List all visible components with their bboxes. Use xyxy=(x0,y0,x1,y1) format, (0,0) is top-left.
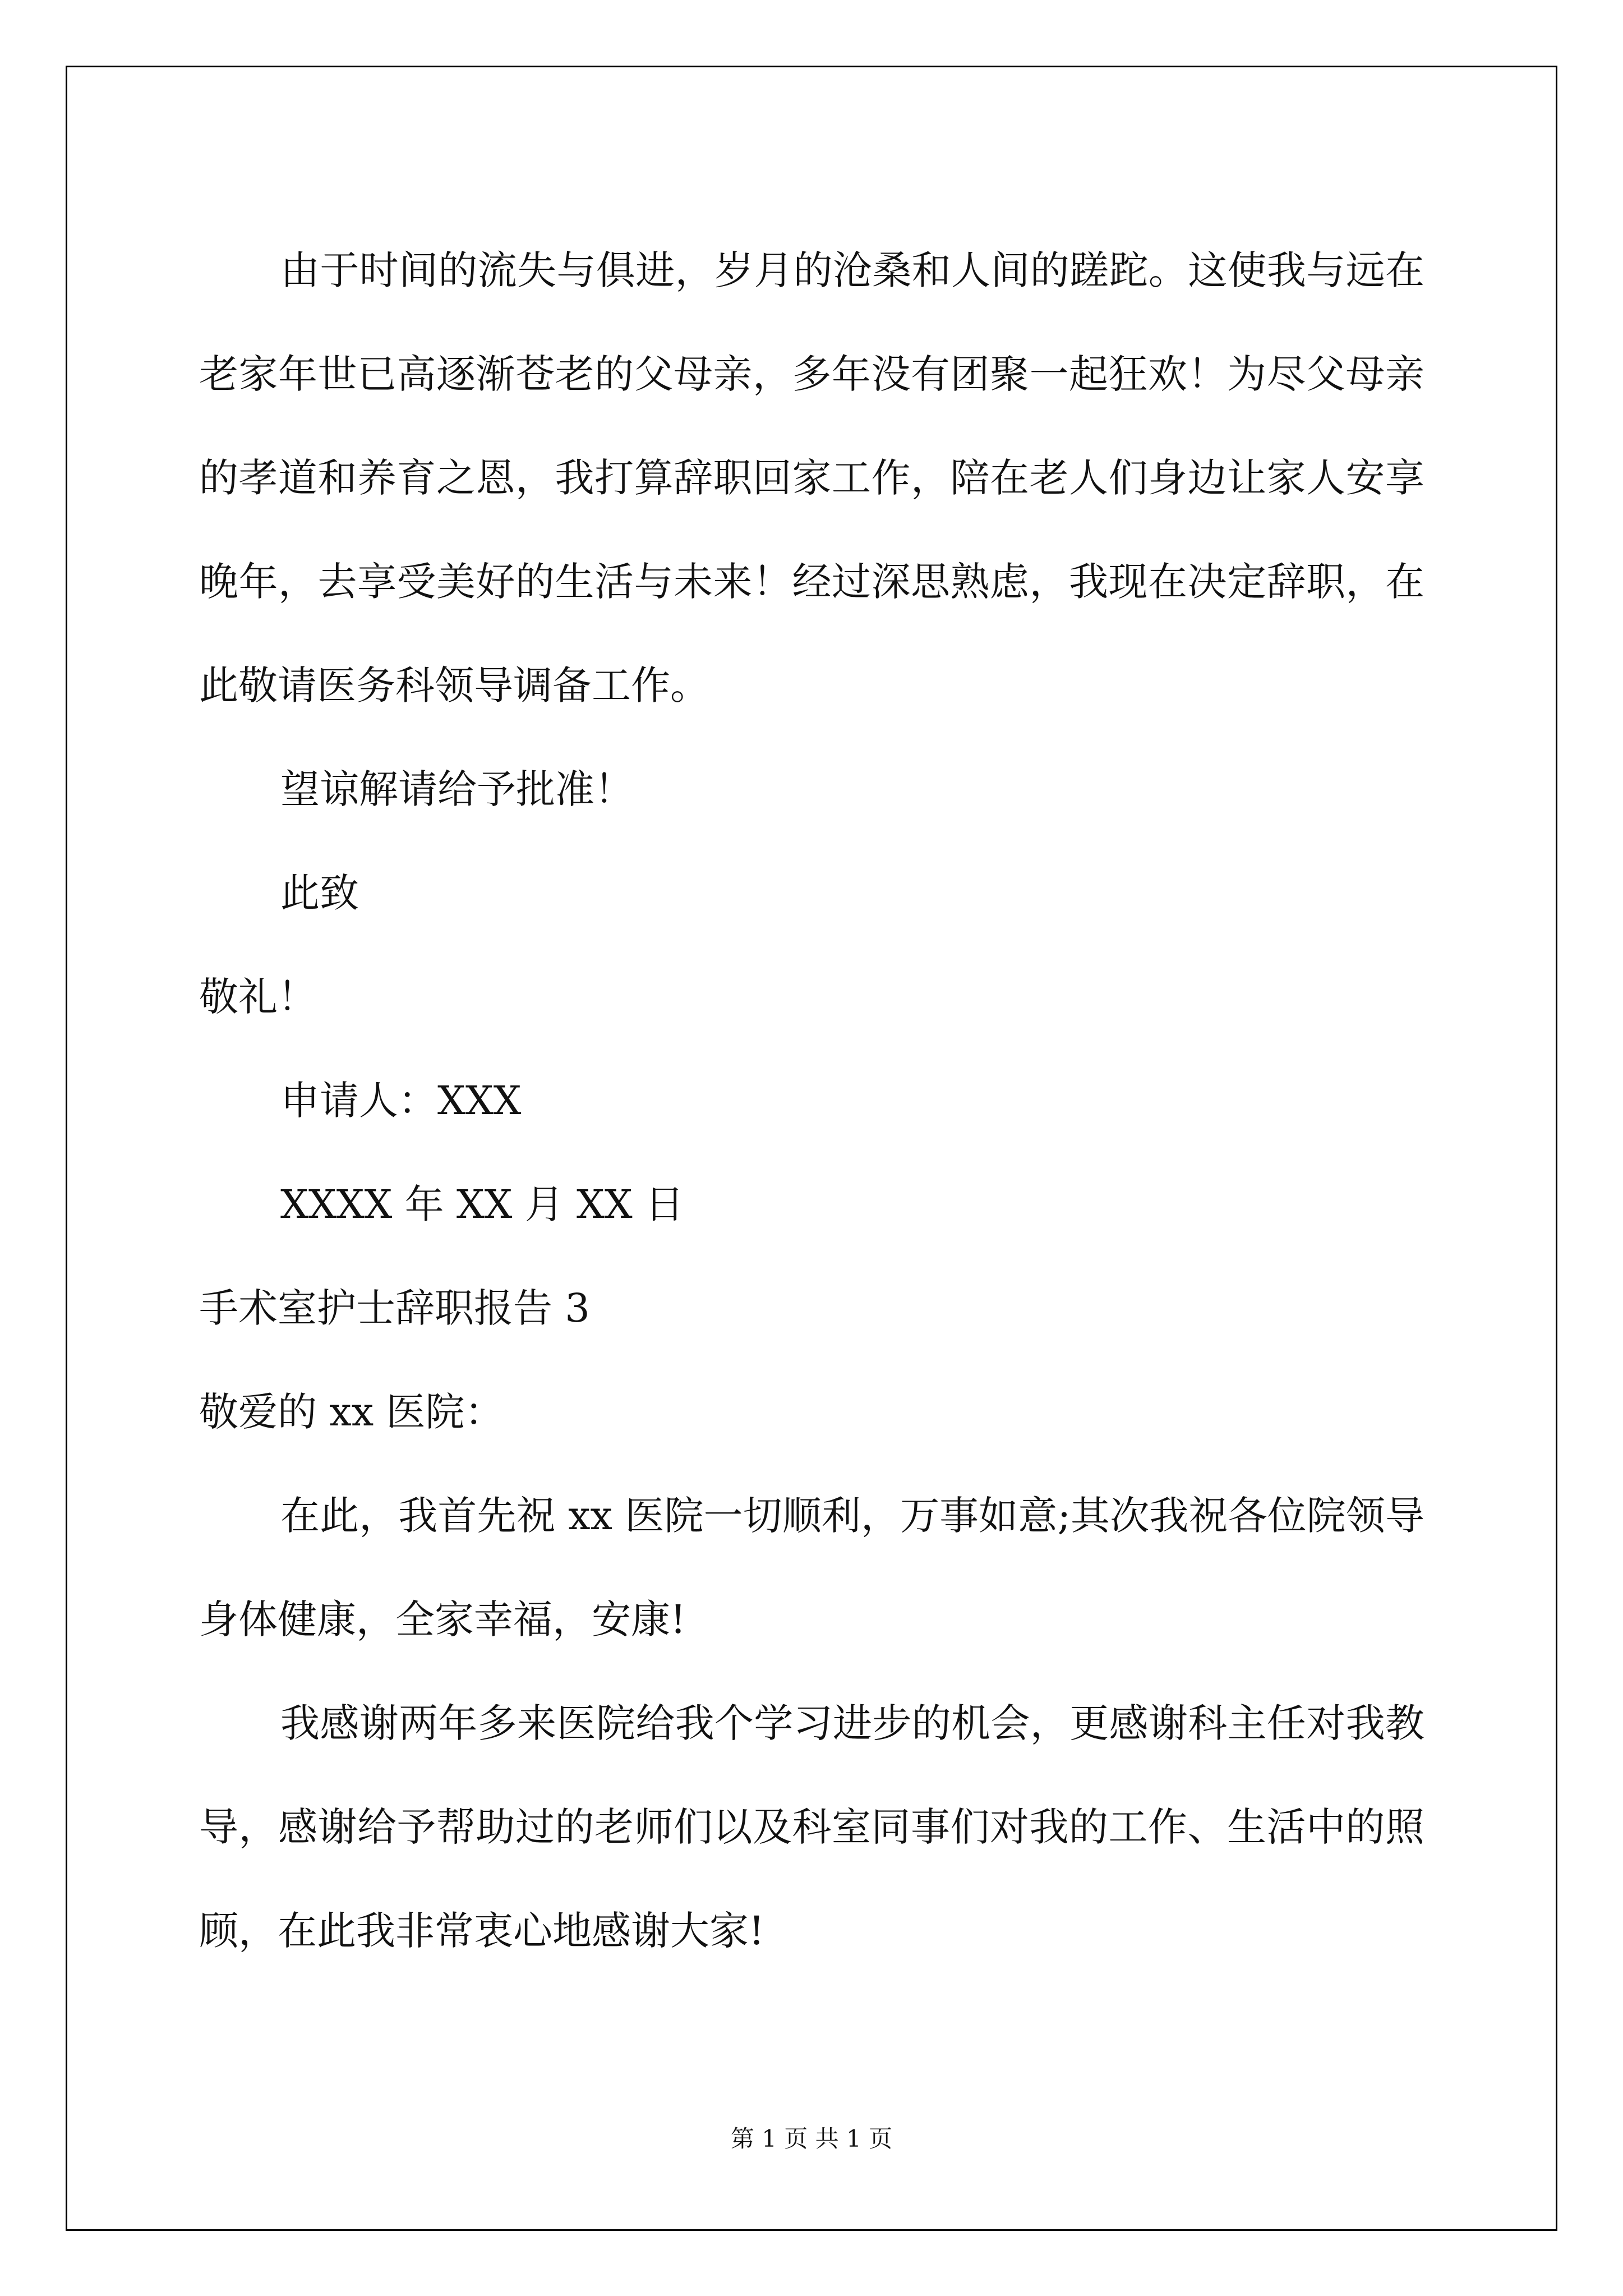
paragraph-applicant: 申请人：XXX xyxy=(280,1078,522,1124)
document-body xyxy=(199,219,1424,1983)
paragraph-regards: 敬礼！ xyxy=(199,974,317,1020)
section-title: 手术室护士辞职报告 3 xyxy=(199,1285,590,1331)
paragraph-date: XXXX 年 XX 月 XX 日 xyxy=(280,1181,684,1227)
paragraph-reason: 由于时间的流失与俱进，岁月的沧桑和人间的蹉跎。这使我与远在老家年世已高逐渐苍老的父母亲，多年没有团聚一起狂欢！为尽父母亲的孝道和养育之恩，我打算辞职回家工作，陪在老人们身边让家人安享晚年，去享受美好的生活与未来！经过深思熟虑，我现在决定辞职，在此敬请医务科领导调备工作。 xyxy=(199,247,1424,708)
paragraph-request-approval: 望谅解请给予批准！ xyxy=(280,766,634,812)
page-footer: 第 1 页 共 1 页 xyxy=(730,2125,893,2152)
paragraph-salutation-closing: 此致 xyxy=(280,870,359,916)
paragraph-thanks: 我感谢两年多来医院给我个学习进步的机会，更感谢科主任对我教导，感谢给予帮助过的老师们以及科室同事们对我的工作、生活中的照顾，在此我非常衷心地感谢大家! xyxy=(199,1700,1424,1954)
paragraph-greeting: 敬爱的 xx 医院： xyxy=(199,1389,504,1435)
paragraph-wishes: 在此，我首先祝 xx 医院一切顺利，万事如意;其次我祝各位院领导身体健康，全家幸福，安康! xyxy=(199,1493,1424,1642)
